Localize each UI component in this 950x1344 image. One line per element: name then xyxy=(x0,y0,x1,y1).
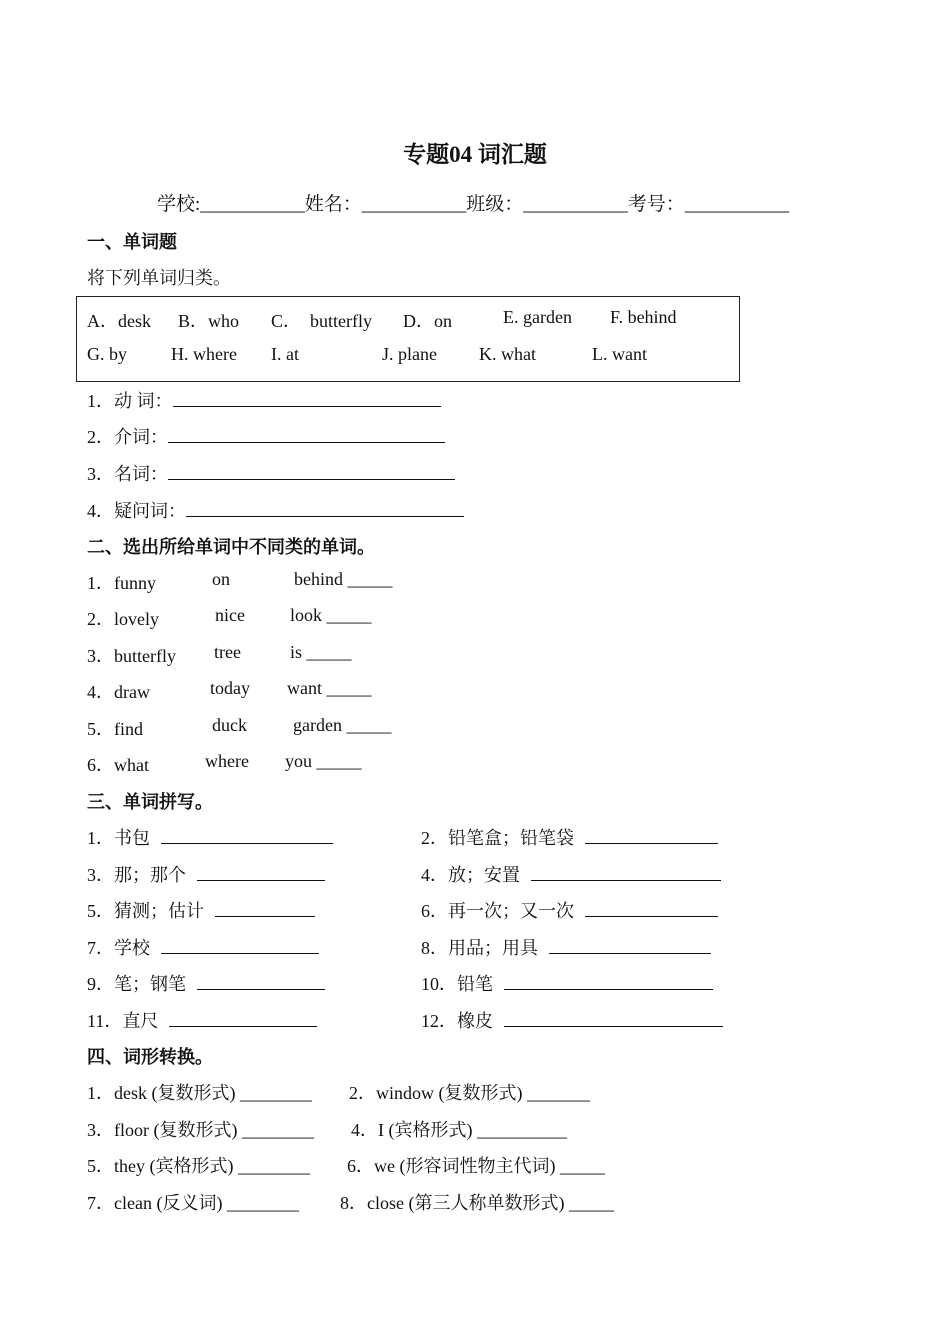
answer-blank[interactable] xyxy=(168,426,445,443)
spelling-item xyxy=(421,934,711,960)
category-label: 3．名词： xyxy=(87,464,168,484)
odd-one-item-word: nice xyxy=(215,605,245,625)
word-bank-item: G. by xyxy=(87,344,127,364)
odd-one-item-word: look _____ xyxy=(290,605,372,625)
word-bank-item: H. where xyxy=(171,344,237,364)
odd-one-item-word: where xyxy=(205,751,249,771)
category-row-verb xyxy=(87,387,441,413)
word-bank-item: E. garden xyxy=(503,307,572,327)
answer-blank[interactable] xyxy=(168,463,455,480)
spelling-prompt: 3．那；那个 xyxy=(87,865,186,885)
word-bank-item: D．on xyxy=(403,311,452,331)
odd-one-item-word: you _____ xyxy=(285,751,362,771)
category-label: 2．介词： xyxy=(87,427,168,447)
spelling-item xyxy=(87,897,315,923)
spelling-item xyxy=(87,934,319,960)
answer-blank[interactable] xyxy=(585,900,718,917)
spelling-item xyxy=(421,970,713,996)
word-bank-item: L. want xyxy=(592,344,647,364)
odd-one-item-word: garden _____ xyxy=(293,715,392,735)
section4-heading: 四、词形转换。 xyxy=(87,1047,213,1067)
spelling-prompt: 11．直尺 xyxy=(87,1011,159,1031)
word-bank-item: J. plane xyxy=(382,344,437,364)
page-title: 专题04 词汇题 xyxy=(403,142,547,167)
section2-heading: 二、选出所给单词中不同类的单词。 xyxy=(87,537,375,557)
answer-blank[interactable] xyxy=(161,827,333,844)
odd-one-item-word: 4．draw xyxy=(87,682,150,702)
odd-one-item-word: 1．funny xyxy=(87,573,156,593)
odd-one-item-word: 2．lovely xyxy=(87,609,159,629)
word-form-item: 2．window (复数形式) _______ xyxy=(349,1083,590,1103)
spelling-prompt: 8．用品；用具 xyxy=(421,938,538,958)
spelling-item xyxy=(421,897,718,923)
spelling-item xyxy=(87,1007,317,1033)
answer-blank[interactable] xyxy=(161,937,319,954)
word-form-item: 5．they (宾格形式) ________ xyxy=(87,1156,310,1176)
answer-blank[interactable] xyxy=(531,864,721,881)
word-bank-item: F. behind xyxy=(610,307,677,327)
answer-blank[interactable] xyxy=(169,1010,317,1027)
spelling-prompt: 2．铅笔盒；铅笔袋 xyxy=(421,828,574,848)
spelling-item xyxy=(421,861,721,887)
spelling-item xyxy=(421,824,718,850)
category-row-question xyxy=(87,497,464,523)
answer-blank[interactable] xyxy=(197,973,325,990)
spelling-item xyxy=(87,861,325,887)
odd-one-item-word: behind _____ xyxy=(294,569,393,589)
spelling-prompt: 10．铅笔 xyxy=(421,974,493,994)
word-form-item: 8．close (第三人称单数形式) _____ xyxy=(340,1193,614,1213)
category-label: 4．疑问词： xyxy=(87,501,186,521)
spelling-prompt: 7．学校 xyxy=(87,938,150,958)
odd-one-item-word: want _____ xyxy=(287,678,372,698)
word-form-item: 1．desk (复数形式) ________ xyxy=(87,1083,312,1103)
answer-blank[interactable] xyxy=(585,827,718,844)
word-form-item: 7．clean (反义词) ________ xyxy=(87,1193,299,1213)
odd-one-item-word: tree xyxy=(214,642,241,662)
odd-one-item-word: is _____ xyxy=(290,642,352,662)
odd-one-item-word: 6．what xyxy=(87,755,149,775)
word-form-item: 4．I (宾格形式) __________ xyxy=(351,1120,567,1140)
category-row-noun xyxy=(87,460,455,486)
spelling-prompt: 9．笔；钢笔 xyxy=(87,974,186,994)
spelling-item xyxy=(87,970,325,996)
answer-blank[interactable] xyxy=(173,390,441,407)
section1-instruction: 将下列单词归类。 xyxy=(87,268,231,288)
word-form-item: 6．we (形容词性物主代词) _____ xyxy=(347,1156,605,1176)
odd-one-item-word: 5．find xyxy=(87,719,143,739)
spelling-item xyxy=(87,824,333,850)
spelling-prompt: 5．猜测；估计 xyxy=(87,901,204,921)
word-bank-item: I. at xyxy=(271,344,299,364)
spelling-prompt: 12．橡皮 xyxy=(421,1011,493,1031)
answer-blank[interactable] xyxy=(186,500,464,517)
answer-blank[interactable] xyxy=(504,973,713,990)
word-bank-item: B．who xyxy=(178,311,240,331)
section3-heading: 三、单词拼写。 xyxy=(87,792,213,812)
answer-blank[interactable] xyxy=(504,1010,723,1027)
category-label: 1．动 词： xyxy=(87,391,173,411)
spelling-prompt: 6．再一次；又一次 xyxy=(421,901,574,921)
answer-blank[interactable] xyxy=(549,937,711,954)
category-row-prep xyxy=(87,423,445,449)
student-info-line: 学校:___________姓名：___________班级：___________考号：___________ xyxy=(157,194,790,215)
word-bank-item: K. what xyxy=(479,344,536,364)
word-form-item: 3．floor (复数形式) ________ xyxy=(87,1120,314,1140)
odd-one-item-word: 3．butterfly xyxy=(87,646,176,666)
answer-blank[interactable] xyxy=(197,864,325,881)
word-bank-item: C． butterfly xyxy=(271,311,372,331)
odd-one-item-word: today xyxy=(210,678,250,698)
word-bank-item: A．desk xyxy=(87,311,151,331)
odd-one-item-word: duck xyxy=(212,715,247,735)
spelling-item xyxy=(421,1007,723,1033)
spelling-prompt: 4．放；安置 xyxy=(421,865,520,885)
section1-heading: 一、单词题 xyxy=(87,232,177,252)
spelling-prompt: 1．书包 xyxy=(87,828,150,848)
odd-one-item-word: on xyxy=(212,569,230,589)
answer-blank[interactable] xyxy=(215,900,315,917)
